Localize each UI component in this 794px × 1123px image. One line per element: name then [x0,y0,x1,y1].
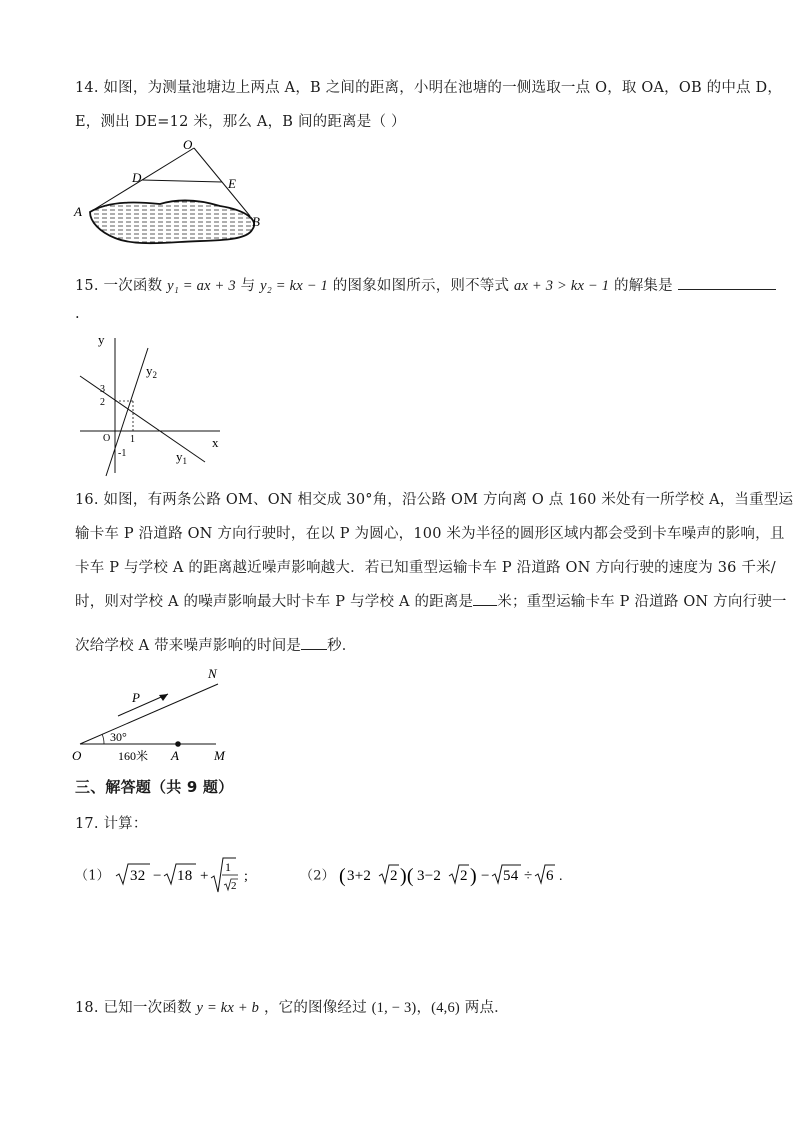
svg-text:)(: )( [400,865,414,887]
q15-mid2: 的图象如图所示，则不等式 [332,278,510,294]
tick-3: 3 [100,384,105,395]
q17-p1-expression [114,856,254,896]
label-E: E [228,176,236,191]
q16-answer-blank-2[interactable] [301,635,327,650]
tick-1: 1 [130,434,135,445]
tick-2: 2 [100,397,105,408]
pond-shape [90,200,254,243]
q18-point2: (4,6) [431,1000,460,1016]
svg-text:2: 2 [460,868,468,884]
svg-text:−: − [481,868,490,884]
q15-suffix: 的解集是 [614,278,673,294]
q15-inequality: ax + 3 > kx − 1 [514,278,610,294]
q15-y2-expr: y₂ = kx − 1 [260,278,328,294]
label-N: N [208,666,217,681]
q15-mid1: 与 [240,278,256,294]
svg-text:32: 32 [130,868,146,884]
label-A2: A [171,748,179,763]
y1-label: $y_1$ [176,449,187,466]
label-B: B [252,214,260,229]
label-M: M [214,748,225,763]
y2-label: $y_2$ [146,363,157,380]
svg-text:54: 54 [503,868,519,884]
q17-p2-label: （2） [300,868,335,884]
q18-prefix: 18. 已知一次函数 [75,1000,192,1016]
q17-part2 [300,856,569,896]
tick-origin: O [103,433,111,444]
svg-text:3+2: 3+2 [347,868,372,884]
q16-line5b: 秒． [327,638,357,654]
svg-text:;: ; [244,869,249,884]
label-angle: 30° [110,730,127,744]
q18-line: 18. 已知一次函数 y = kx + b ，它的图像经过 (1, − 3)，(4,6) 两点． [75,1000,509,1016]
section-heading: 三、解答题（共 9 题） [75,778,234,796]
q17-title: 17. 计算： [75,816,148,832]
q17-p2-expression [339,856,569,896]
svg-text:÷: ÷ [524,868,533,884]
q15-graph [70,328,230,478]
svg-text:2: 2 [390,868,398,884]
label-P: P [132,690,140,705]
q16-line1: 16. 如图，有两条公路 OM、ON 相交成 30°角，沿公路 OM 方向离 O 点 160 米处有一所学校 A，当重型运 [75,492,794,508]
q14-line2: E，测出 DE=12 米，那么 A，B 间的距离是（ ） [75,114,406,130]
svg-text:.: . [559,869,563,884]
q16-line2: 输卡车 P 沿道路 ON 方向行驶时，在以 P 为圆心，100 米为半径的圆形区域内都会受到卡车噪声的影响，且 [75,526,785,542]
svg-text:(: ( [339,865,346,887]
svg-text:): ) [470,865,477,887]
q16-line4 [75,590,787,611]
school-point [175,741,181,747]
svg-text:−: − [153,868,162,884]
q17-p1-label: （1） [75,868,110,884]
q16-line3: 卡车 P 与学校 A 的距离越近噪声影响越大．若已知重型运输卡车 P 沿道路 ON 方向行驶的速度为 36 千米/ [75,560,776,576]
tick-minus1: -1 [118,448,127,459]
axis-x-label: x [212,435,219,450]
axis-y-label: y [98,332,105,347]
q16-line5 [75,634,357,655]
q18-suffix: 两点． [464,1000,509,1016]
label-O2: O [72,748,82,763]
q16-line4b: 米；重型运输卡车 P 沿道路 ON 方向行驶一 [497,594,787,610]
q16-answer-blank-1[interactable] [473,591,497,606]
q16-line5a: 次给学校 A 带来噪声影响的时间是 [75,638,302,654]
label-O: O [183,140,193,152]
q18-expr: y = kx + b [196,1000,260,1016]
q15-prefix: 15. 一次函数 [75,278,163,294]
svg-text:2: 2 [231,880,237,892]
q14-line1: 14. 如图，为测量池塘边上两点 A，B 之间的距离，小明在池塘的一侧选取一点 O，取 OA，OB 的中点 D， [75,80,783,96]
q15-dot: . [75,306,80,322]
q14-pond-figure [70,140,270,250]
q17-part1 [75,856,254,896]
svg-text:+: + [200,868,209,884]
label-A: A [74,204,82,219]
q15-answer-blank[interactable] [678,275,776,290]
q18-mid: ，它的图像经过 [263,1000,367,1016]
q16-road-figure [70,664,240,768]
q16-line4a: 时，则对学校 A 的噪声影响最大时卡车 P 与学校 A 的距离是 [75,594,474,610]
svg-text:18: 18 [177,868,193,884]
label-D: D [132,170,142,185]
svg-text:3−2: 3−2 [417,868,442,884]
q15-line [75,274,776,295]
svg-text:1: 1 [225,860,232,874]
svg-text:6: 6 [546,868,554,884]
q15-y1-expr: y₁ = ax + 3 [167,278,236,294]
q18-point1: (1, − 3) [371,1000,417,1016]
label-dist: 160米 [118,749,149,763]
